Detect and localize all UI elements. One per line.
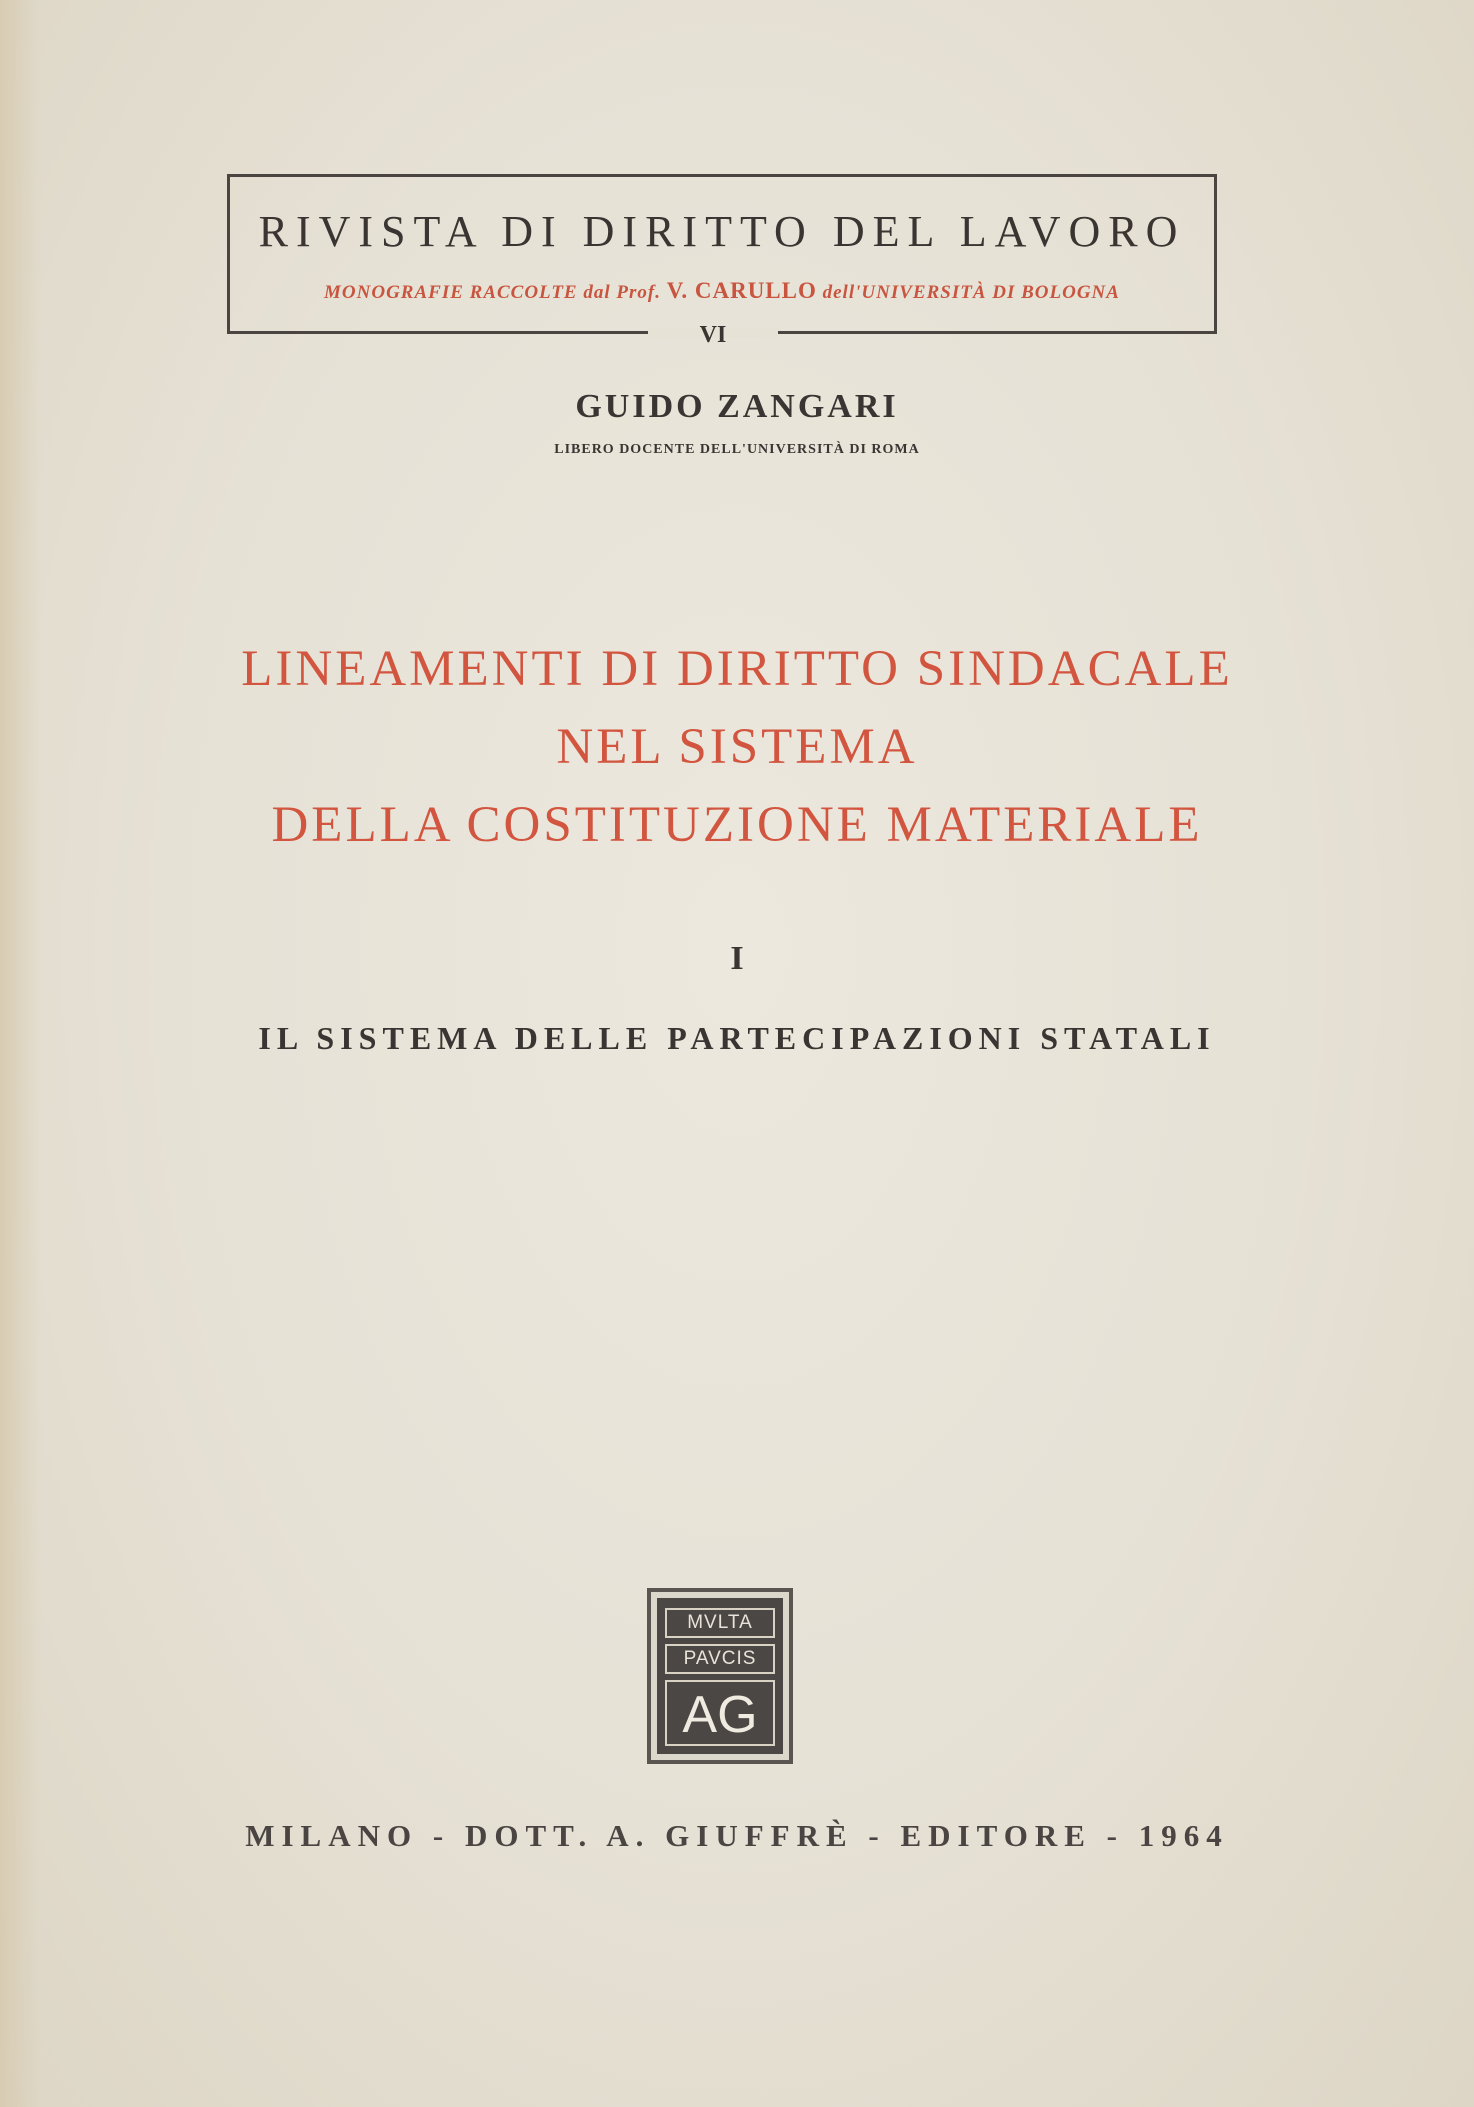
book-title-line-3: DELLA COSTITUZIONE MATERIALE: [271, 797, 1203, 853]
publisher-imprint: MILANO - DOTT. A. GIUFFRÈ - EDITORE - 1964: [245, 1818, 1229, 1853]
logo-motto-line-2: PAVCIS: [665, 1644, 775, 1674]
author-name: GUIDO ZANGARI: [575, 388, 899, 425]
logo-motto-line-1: MVLTA: [665, 1608, 775, 1638]
volume-subtitle: IL SISTEMA DELLE PARTECIPAZIONI STATALI: [258, 1020, 1216, 1056]
series-subtitle: [227, 278, 1217, 304]
series-title: RIVISTA DI DIRITTO DEL LAVORO: [258, 207, 1186, 256]
page-edge-shadow: [0, 0, 40, 2107]
series-subtitle-part-b: dell'UNIVERSITÀ DI BOLOGNA: [822, 282, 1120, 303]
book-title-line-1: LINEAMENTI DI DIRITTO SINDACALE: [241, 641, 1233, 697]
publisher-logo-panel: [657, 1598, 783, 1754]
author-affiliation: LIBERO DOCENTE DELL'UNIVERSITÀ DI ROMA: [554, 442, 920, 457]
logo-monogram: AG: [665, 1680, 775, 1746]
publisher-logo: [647, 1588, 793, 1764]
book-title-line-2: NEL SISTEMA: [556, 719, 918, 775]
volume-roman-numeral: I: [730, 940, 744, 977]
series-editor-name: V. CARULLO: [666, 278, 817, 303]
series-subtitle-part-a: MONOGRAFIE RACCOLTE dal Prof.: [324, 282, 661, 303]
series-volume-number: VI: [699, 322, 727, 348]
